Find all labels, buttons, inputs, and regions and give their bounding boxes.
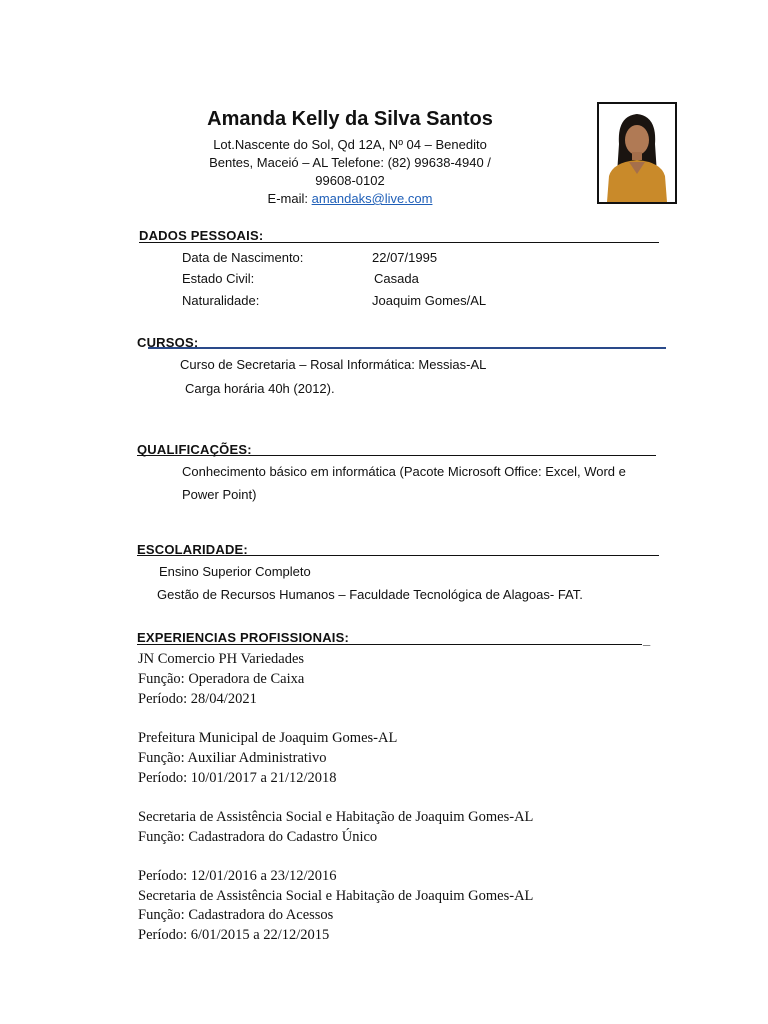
section-title-cursos: CURSOS: <box>137 335 199 350</box>
experience-line: Secretaria de Assistência Social e Habitação de Joaquim Gomes-AL <box>138 809 534 825</box>
address-line-3: 99608-0102 <box>315 173 385 188</box>
section-title-dados-pessoais: DADOS PESSOAIS: <box>139 228 264 243</box>
section-rule <box>137 555 659 556</box>
section-rule <box>139 242 659 243</box>
address-line-1: Lot.Nascente do Sol, Qd 12A, Nº 04 – Benedito <box>213 137 487 152</box>
experience-line: Função: Auxiliar Administrativo <box>138 750 327 766</box>
section-title-experiencias: EXPERIENCIAS PROFISSIONAIS: <box>137 630 349 645</box>
person-photo-icon <box>599 104 675 202</box>
birthdate-label: Data de Nascimento: <box>182 250 304 265</box>
experience-line: Função: Operadora de Caixa <box>138 671 305 687</box>
experience-line: Secretaria de Assistência Social e Habitação de Joaquim Gomes-AL <box>138 888 534 904</box>
naturality-value: Joaquim Gomes/AL <box>372 293 487 308</box>
section-rule <box>137 644 642 645</box>
experience-line: Prefeitura Municipal de Joaquim Gomes-AL <box>138 730 398 746</box>
qualification-line-2: Power Point) <box>182 487 257 502</box>
experience-line: Função: Cadastradora do Acessos <box>138 907 334 923</box>
section-rule-blue <box>148 347 666 349</box>
experience-line: JN Comercio PH Variedades <box>138 651 305 667</box>
civil-status-value: Casada <box>374 271 419 286</box>
experience-line: Período: 12/01/2016 a 23/12/2016 <box>138 868 337 884</box>
course-line-1: Curso de Secretaria – Rosal Informática: Messias-AL <box>180 357 487 372</box>
section-title-escolaridade: ESCOLARIDADE: <box>137 542 248 557</box>
section-rule <box>137 455 656 456</box>
address-line-2: Bentes, Maceió – AL Telefone: (82) 99638-4940 / <box>209 155 491 170</box>
experience-line: Período: 10/01/2017 a 21/12/2018 <box>138 770 337 786</box>
education-line-2: Gestão de Recursos Humanos – Faculdade Tecnológica de Alagoas- FAT. <box>157 587 583 602</box>
birthdate-value: 22/07/1995 <box>372 250 438 265</box>
civil-status-label: Estado Civil: <box>182 271 255 286</box>
email-line <box>160 189 540 208</box>
email-link[interactable]: amandaks@live.com <box>311 191 433 206</box>
qualification-line-1: Conhecimento básico em informática (Pacote Microsoft Office: Excel, Word e <box>182 464 626 479</box>
naturality-label: Naturalidade: <box>182 293 260 308</box>
experience-line: Período: 6/01/2015 a 22/12/2015 <box>138 927 330 943</box>
course-line-2: Carga horária 40h (2012). <box>185 381 335 396</box>
profile-photo <box>597 102 677 204</box>
experience-line: Função: Cadastradora do Cadastro Único <box>138 829 378 845</box>
experience-line: Período: 28/04/2021 <box>138 691 257 707</box>
trailing-mark: _ <box>643 632 651 647</box>
email-label: E-mail: <box>267 191 308 206</box>
education-line-1: Ensino Superior Completo <box>159 564 311 579</box>
section-title-qualificacoes: QUALIFICAÇÕES: <box>137 442 252 457</box>
candidate-name: Amanda Kelly da Silva Santos <box>207 108 493 130</box>
